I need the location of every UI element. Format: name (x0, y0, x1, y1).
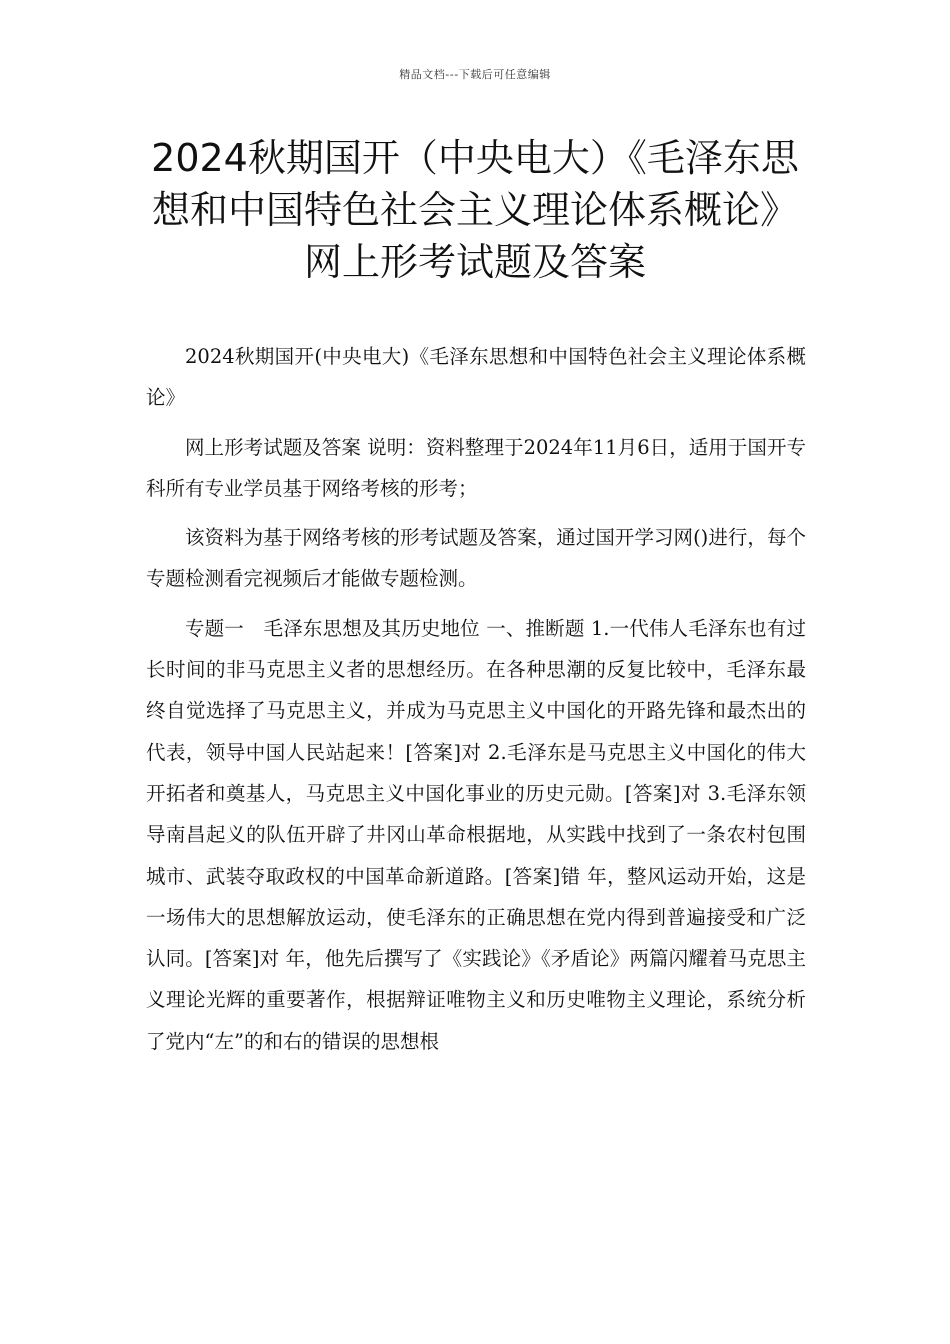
title-line: 2024秋期国开（中央电大）《毛泽东思 (151, 136, 799, 180)
body-paragraph: 2024秋期国开(中央电大)《毛泽东思想和中国特色社会主义理论体系概论》 (146, 345, 806, 410)
body-paragraph: 网上形考试题及答案 说明：资料整理于2024年11月6日，适用于国开专科所有专业学员基于网络考核的形考； (146, 435, 806, 500)
body-paragraph: 专题一 毛泽东思想及其历史地位 一、推断题 1.一代伟人毛泽东也有过长时间的非马克思主义者的思想经历。在各种思潮的反复比较中，毛泽东最终自觉选择了马克思主义，并成为马克思主义中国化的开路先锋和最杰出的代表，领导中国人民站起来！[答案]对 2.毛泽东是马克思主义中国化的伟大开拓者和奠基人，马克思主义中国化事业的历史元勋。[答案]对 3.毛泽东领导南昌起义的队伍开辟了井冈山革命根据地，从实践中找到了一条农村包围城市、武装夺取政权的中国革命新道路。[答案]错 年，整风运动开始，这是一场伟大的思想解放运动，使毛泽东的正确思想在党内得到普遍接受和广泛认同。[答案]对 年，他先后撰写了《实践论》《矛盾论》两篇闪耀着马克思主义理论光辉的重要著作，根据辩证唯物主义和历史唯物主义理论，系统分析了党内“左”的和右的错误的思想根 (146, 616, 806, 1053)
title-line: 网上形考试题及答案 (303, 240, 646, 284)
header-note: 精品文档---下载后可任意编辑 (399, 68, 551, 81)
document-body (146, 336, 806, 1070)
document-title (140, 132, 810, 288)
title-line: 想和中国特色社会主义理论体系概论》 (151, 188, 798, 232)
body-paragraph: 该资料为基于网络考核的形考试题及答案，通过国开学习网()进行，每个专题检测看完视频后才能做专题检测。 (146, 526, 806, 591)
